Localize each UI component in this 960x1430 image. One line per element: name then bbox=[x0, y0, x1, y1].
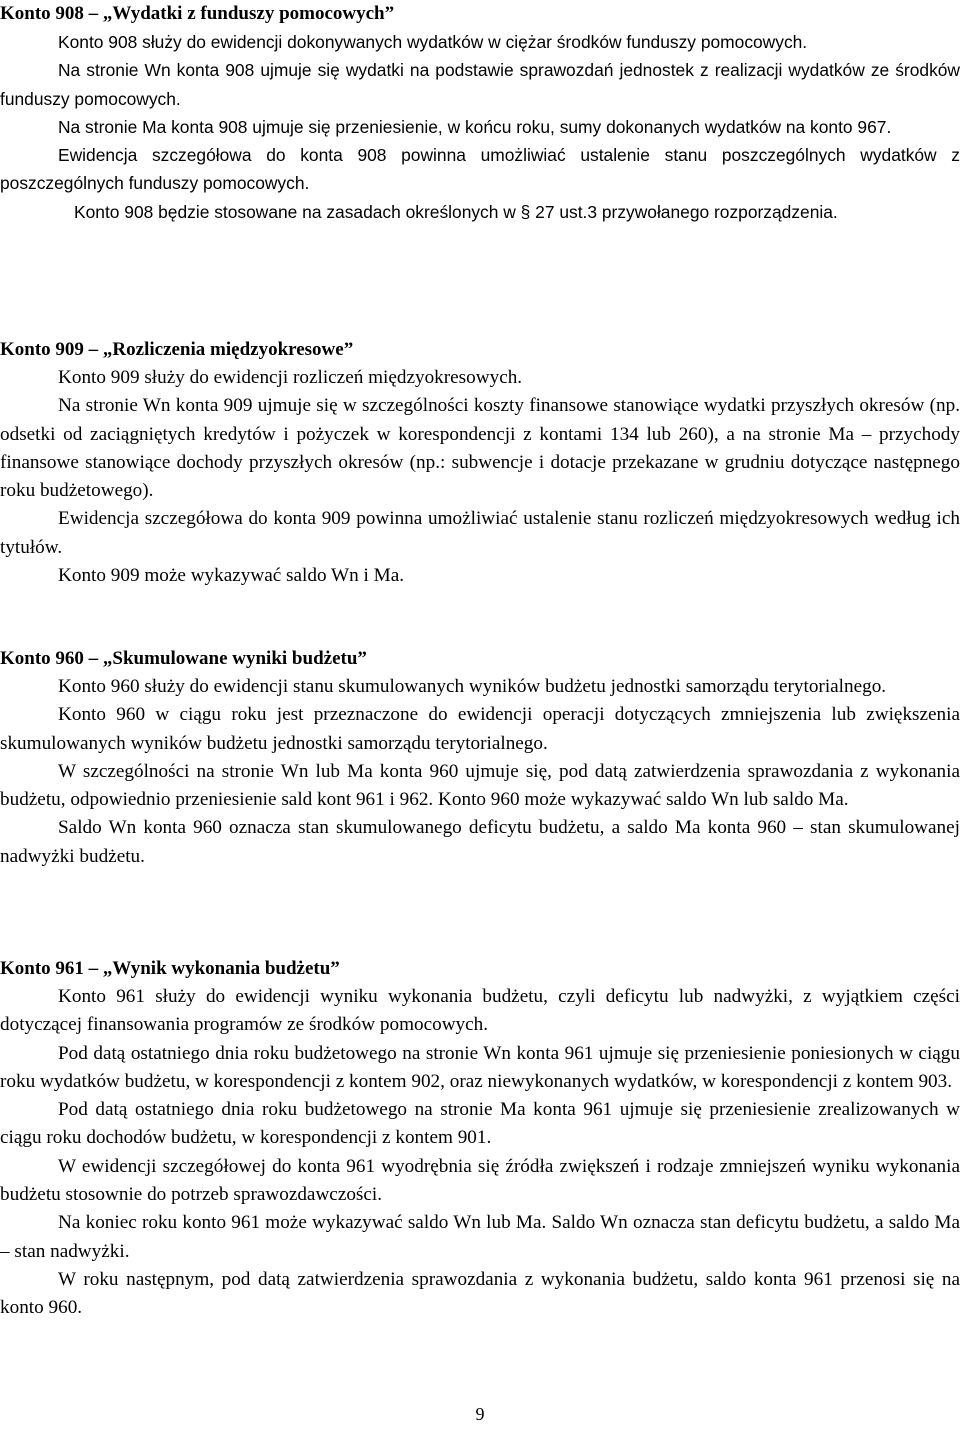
section-konto-960 bbox=[0, 645, 960, 871]
paragraph: Na stronie Ma konta 908 ujmuje się przeniesienie, w końcu roku, sumy dokonanych wydatków na konto 967. bbox=[58, 116, 892, 137]
section-konto-909 bbox=[0, 336, 960, 590]
paragraph: Konto 908 służy do ewidencji dokonywanych wydatków w ciężar środków funduszy pomocowych. bbox=[58, 32, 808, 52]
paragraph: Na stronie Wn konta 909 ujmuje się w szczególności koszty finansowe stanowiące wydatki przyszłych okresów (np. odsetki od zaciągniętych kredytów i pożyczek w korespondencji z kontami 134 lub 260), a na stronie Ma – przychody finansowe stanowiące dochody przyszłych okresów (np.: subwencje i dotacje przekazane w grudniu dotyczące następnego roku budżetowego). bbox=[0, 395, 960, 502]
paragraph: Pod datą ostatniego dnia roku budżetowego na stronie Ma konta 961 ujmuje się przeniesienie zrealizowanych w ciągu roku dochodów budżetu, w korespondencji z kontem 901. bbox=[0, 1099, 960, 1149]
paragraph: Na stronie Wn konta 908 ujmuje się wydatki na podstawie sprawozdań jednostek z realizacji wydatków ze środków funduszy pomocowych. bbox=[0, 60, 960, 109]
paragraph: W roku następnym, pod datą zatwierdzenia sprawozdania z wykonania budżetu, saldo konta 961 przenosi się na konto 960. bbox=[0, 1268, 960, 1319]
section-heading: Konto 960 – „Skumulowane wyniki budżetu” bbox=[0, 648, 367, 669]
section-konto-908 bbox=[0, 0, 960, 226]
paragraph: Ewidencja szczegółowa do konta 908 powinna umożliwiać ustalenie stanu poszczególnych wydatków z poszczególnych funduszy pomocowych. bbox=[0, 145, 960, 194]
paragraph: Ewidencja szczegółowa do konta 909 powinna umożliwiać ustalenie stanu rozliczeń międzyokresowych według ich tytułów. bbox=[0, 508, 960, 558]
section-heading: Konto 961 – „Wynik wykonania budżetu” bbox=[0, 958, 340, 979]
section-heading: Konto 908 – „Wydatki z funduszy pomocowych” bbox=[0, 3, 395, 24]
paragraph: W szczególności na stronie Wn lub Ma konta 960 ujmuje się, pod datą zatwierdzenia sprawozdania z wykonania budżetu, odpowiednio przeniesienie sald kont 961 i 962. Konto 960 może wykazywać saldo Wn lub saldo Ma. bbox=[0, 760, 960, 811]
paragraph: Konto 909 może wykazywać saldo Wn i Ma. bbox=[58, 565, 405, 587]
section-heading: Konto 909 – „Rozliczenia międzyokresowe” bbox=[0, 339, 354, 360]
paragraph: Pod datą ostatniego dnia roku budżetowego na stronie Wn konta 961 ujmuje się przeniesienie poniesionych w ciągu roku wydatków budżetu, w korespondencji z kontem 902, oraz niewykonanych wydatków, w korespondencji z kontem 903. bbox=[0, 1042, 960, 1092]
paragraph: Konto 909 służy do ewidencji rozliczeń międzyokresowych. bbox=[58, 367, 523, 388]
paragraph: Konto 908 będzie stosowane na zasadach określonych w § 27 ust.3 przywołanego rozporządzenia. bbox=[74, 201, 838, 222]
paragraph: Konto 960 w ciągu roku jest przeznaczone do ewidencji operacji dotyczących zmniejszenia lub zwiększenia skumulowanych wyników budżetu jednostki samorządu terytorialnego. bbox=[0, 704, 960, 754]
section-konto-961 bbox=[0, 955, 960, 1323]
page-number: 9 bbox=[475, 1404, 485, 1424]
paragraph: Konto 961 służy do ewidencji wyniku wykonania budżetu, czyli deficytu lub nadwyżki, z wyjątkiem części dotyczącej finansowania programów ze środków pomocowych. bbox=[0, 986, 960, 1036]
paragraph: Saldo Wn konta 960 oznacza stan skumulowanego deficytu budżetu, a saldo Ma konta 960 – stan skumulowanej nadwyżki budżetu. bbox=[0, 817, 960, 867]
paragraph: Na koniec roku konto 961 może wykazywać saldo Wn lub Ma. Saldo Wn oznacza stan deficytu budżetu, a saldo Ma – stan nadwyżki. bbox=[0, 1212, 960, 1262]
paragraph: Konto 960 służy do ewidencji stanu skumulowanych wyników budżetu jednostki samorządu terytorialnego. bbox=[58, 676, 887, 697]
paragraph: W ewidencji szczegółowej do konta 961 wyodrębnia się źródła zwiększeń i rodzaje zmniejszeń wyniku wykonania budżetu stosownie do potrzeb sprawozdawczości. bbox=[0, 1155, 960, 1206]
